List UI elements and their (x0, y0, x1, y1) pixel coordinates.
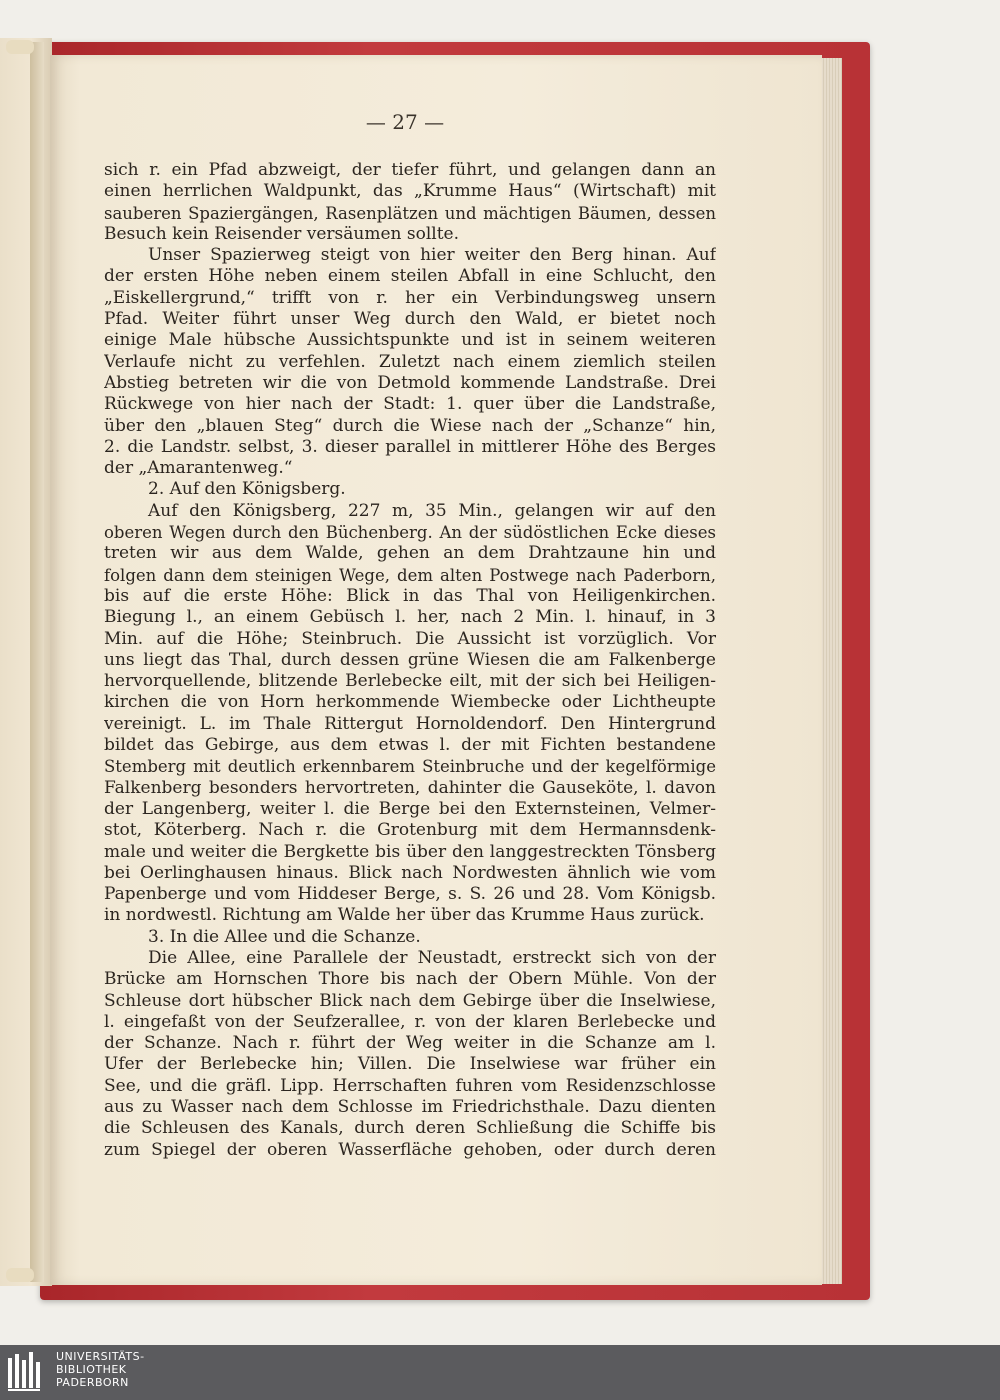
library-logo-icon (6, 1350, 48, 1394)
text-line: Min. auf die Höhe; Steinbruch. Die Aussicht ist vorzüglich. Vor (104, 628, 716, 649)
library-name-line2: BIBLIOTHEK (56, 1363, 127, 1376)
text-line: kirchen die von Horn herkommende Wiembecke oder Lichtheupte (104, 692, 716, 713)
text-line: folgen dann dem steinigen Wege, dem alten Postwege nach Paderborn, (104, 565, 716, 585)
binding-thread-top (6, 40, 34, 54)
text-line: über den „blauen Steg“ durch die Wiese nach der „Schanze“ hin, (104, 415, 716, 436)
text-line: Besuch kein Reisender versäumen sollte. (104, 223, 460, 244)
binding-thread-bottom (6, 1268, 34, 1282)
text-line: Falkenberg besonders hervortreten, dahinter die Gauseköte, l. davon (104, 777, 716, 798)
text-line: Stemberg mit deutlich erkennbarem Steinbruche und der kegelförmige (104, 757, 716, 777)
book-gutter (30, 42, 44, 1282)
text-line: stot, Köterberg. Nach r. die Grotenburg mit dem Hermannsdenk- (104, 820, 716, 841)
text-line: einige Male hübsche Aussichtspunkte und ist in seinem weiteren (104, 330, 716, 351)
text-line: uns liegt das Thal, durch dessen grüne Wiesen die am Falkenberge (104, 649, 716, 670)
text-line: Rückwege von hier nach der Stadt: 1. quer über die Landstraße, (104, 394, 716, 415)
text-line: l. eingefaßt von der Seufzerallee, r. von der klaren Berlebecke und (104, 1011, 716, 1032)
text-line: Biegung l., an einem Gebüsch l. her, nach 2 Min. l. hinauf, in 3 (104, 607, 716, 628)
text-line: der ersten Höhe neben einem steilen Abfall in eine Schlucht, den (104, 266, 716, 287)
text-line: treten wir aus dem Walde, gehen an dem Drahtzaune hin und (104, 543, 716, 564)
text-line: sich r. ein Pfad abzweigt, der tiefer führt, und gelangen dann an (104, 160, 716, 180)
text-line: Unser Spazierweg steigt von hier weiter den Berg hinan. Auf (148, 245, 716, 266)
text-line: male und weiter die Bergkette bis über den langgestreckten Tönsberg (104, 841, 716, 862)
text-line: Brücke am Hornschen Thore bis nach der Obern Mühle. Von der (104, 969, 716, 990)
text-line: 2. Auf den Königsberg. (148, 479, 346, 500)
text-line: sauberen Spaziergängen, Rasenplätzen und mächtigen Bäumen, dessen (104, 203, 716, 223)
library-name (56, 1350, 145, 1389)
page-body-text (104, 160, 716, 1161)
text-line: See, und die gräfl. Lipp. Herrschaften fuhren vom Residenzschlosse (104, 1075, 716, 1096)
text-line: bis auf die erste Höhe: Blick in das Thal von Heiligenkirchen. (104, 585, 716, 606)
text-line: zum Spiegel der oberen Wasserfläche gehoben, oder durch deren (104, 1139, 716, 1160)
left-page-edge (0, 38, 52, 1286)
text-line: in nordwestl. Richtung am Walde her über das Krumme Haus zurück. (104, 905, 705, 926)
text-line: vereinigt. L. im Thale Rittergut Hornoldendorf. Den Hintergrund (104, 713, 716, 734)
library-name-line1: UNIVERSITÄTS- (56, 1350, 145, 1363)
text-line: die Schleusen des Kanals, durch deren Schließung die Schiffe bis (104, 1118, 716, 1139)
text-line: der Schanze. Nach r. führt der Weg weiter in die Schanze am l. (104, 1033, 716, 1054)
library-footer-bar (0, 1345, 1000, 1400)
text-line: der Langenberg, weiter l. die Berge bei den Externsteinen, Velmer- (104, 798, 716, 819)
text-line: hervorquellende, blitzende Berlebecke eilt, mit der sich bei Heiligen- (104, 671, 716, 692)
text-line: „Eiskellergrund,“ trifft von r. her ein Verbindungsweg unsern (104, 287, 716, 308)
page-number: — 27 — (365, 110, 445, 134)
text-line: Papenberge und vom Hiddeser Berge, s. S. 26 und 28. Vom Königsb. (104, 884, 716, 905)
text-line: bildet das Gebirge, aus dem etwas l. der mit Fichten bestandene (104, 735, 716, 756)
text-line: Verlaufe nicht zu verfehlen. Zuletzt nach einem ziemlich steilen (104, 351, 716, 372)
text-line: 2. die Landstr. selbst, 3. dieser parallel in mittlerer Höhe des Berges (104, 436, 716, 457)
text-line: Schleuse dort hübscher Blick nach dem Gebirge über die Inselwiese, (104, 990, 716, 1011)
text-line: aus zu Wasser nach dem Schlosse im Friedrichsthale. Dazu dienten (104, 1097, 716, 1118)
text-line: bei Oerlinghausen hinaus. Blick nach Nordwesten ähnlich wie vom (104, 862, 716, 883)
text-line: Auf den Königsberg, 227 m, 35 Min., gelangen wir auf den (148, 500, 716, 521)
text-line: oberen Wegen durch den Büchenberg. An der südöstlichen Ecke dieses (104, 523, 716, 543)
text-line: Abstieg betreten wir die von Detmold kommende Landstraße. Drei (104, 372, 716, 393)
text-line: Pfad. Weiter führt unser Weg durch den Wald, er bietet noch (104, 309, 716, 330)
text-line: Die Allee, eine Parallele der Neustadt, erstreckt sich von der (148, 947, 716, 968)
text-line: der „Amarantenweg.“ (104, 458, 293, 479)
library-name-line3: PADERBORN (56, 1376, 129, 1389)
text-line: Ufer der Berlebecke hin; Villen. Die Inselwiese war früher ein (104, 1054, 716, 1075)
text-line: 3. In die Allee und die Schanze. (148, 926, 421, 947)
text-line: einen herrlichen Waldpunkt, das „Krumme Haus“ (Wirtschaft) mit (104, 181, 716, 202)
